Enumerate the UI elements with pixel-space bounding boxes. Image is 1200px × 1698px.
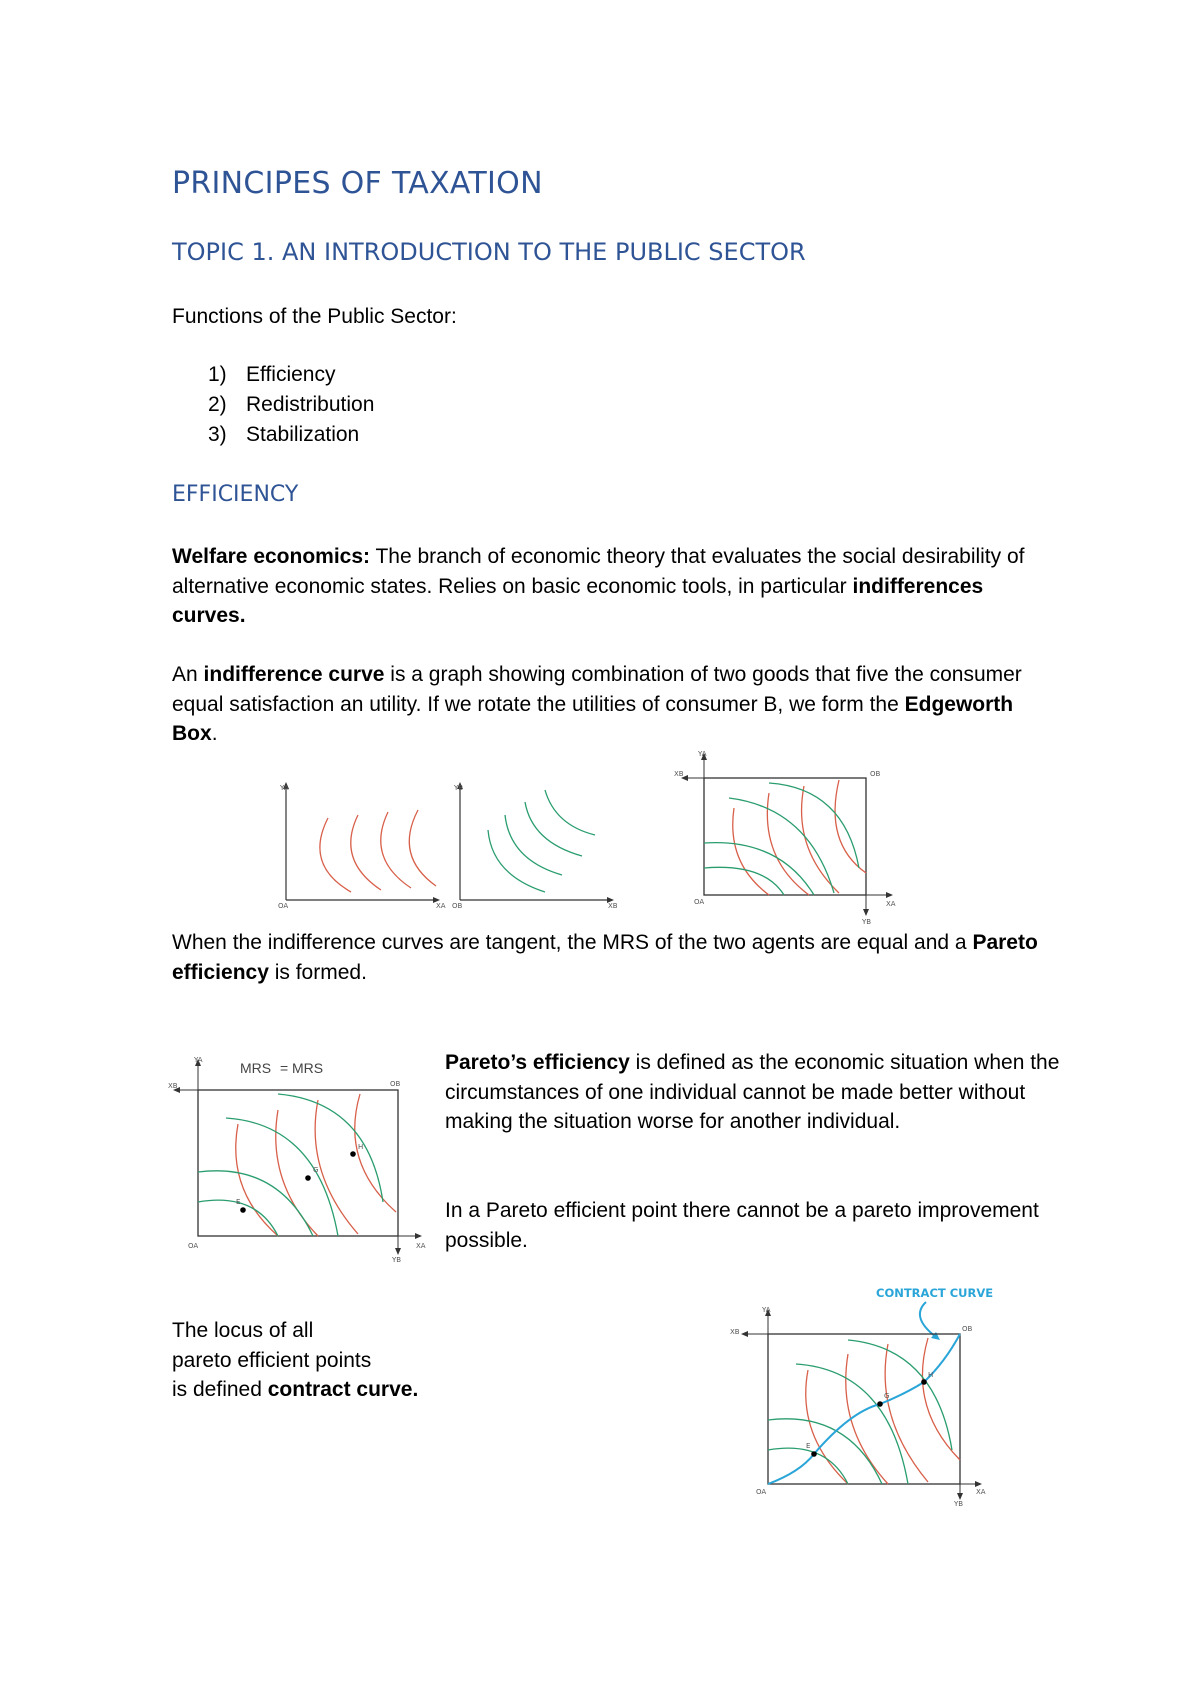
axis-origin-label: OA [278, 902, 289, 910]
pareto-point-g [305, 1175, 311, 1181]
tangent-paragraph [172, 928, 1052, 987]
welfare-bold-end: indifferences curves. [172, 574, 984, 627]
bold-term: Pareto efficiency [172, 931, 1038, 984]
point-label-e: E [236, 1198, 241, 1206]
origin-b-label: OB [870, 770, 881, 778]
document-title: PRINCIPES OF TAXATION [172, 166, 543, 201]
origin-a-label: OA [756, 1488, 767, 1496]
axis-label-yb: YB [392, 1256, 402, 1264]
bold-term: Pareto’s efficiency [445, 1051, 630, 1074]
axis-label-yb: YB [862, 918, 872, 926]
pareto-point-h [921, 1379, 927, 1385]
edgeworth-box-figure [674, 748, 904, 926]
bold-term: contract curve. [267, 1378, 419, 1401]
pareto-paragraph [445, 1048, 1065, 1137]
welfare-text: The branch of economic theory that evaluates the social desirability of alternative economic states. Relies on basic economic tools, in particular [172, 545, 1025, 598]
list-item [208, 360, 374, 390]
functions-intro: Functions of the Public Sector: [172, 305, 457, 328]
contract-curve-label: CONTRACT CURVE [876, 1286, 994, 1300]
contract-paragraph [172, 1316, 572, 1405]
pareto-improvement-paragraph: In a Pareto efficient point there cannot be a pareto improvement possible. [445, 1199, 1039, 1252]
bold-term: indifference curve [203, 663, 385, 686]
axis-label-yb: YB [954, 1500, 964, 1508]
list-label: Redistribution [246, 393, 375, 416]
text-run: . [211, 722, 218, 745]
axis-label-x: XA [436, 902, 446, 910]
axis-label-xa: XA [416, 1242, 426, 1250]
list-label: Stabilization [246, 423, 360, 446]
origin-a-label: OA [188, 1242, 199, 1250]
axis-label-ya: YA [698, 750, 707, 758]
text-run: When the indifference curves are tangent, the MRS of the two agents are equal and a [172, 931, 973, 954]
pareto-point-e [240, 1207, 246, 1213]
axis-label-ya: YA [194, 1056, 203, 1064]
point-label-e: E [806, 1442, 811, 1450]
indifference-paragraph [172, 660, 1052, 749]
origin-b-label: OB [390, 1080, 401, 1088]
text-run: The locus of all [172, 1319, 314, 1342]
bold-term: Edgeworth Box [172, 692, 1014, 745]
point-label-g: G [313, 1166, 319, 1174]
text-run: is defined [172, 1378, 268, 1401]
axis-label-xa: XA [976, 1488, 986, 1496]
pareto-point-e [811, 1451, 817, 1457]
origin-b-label: OB [962, 1325, 973, 1333]
efficiency-heading: EFFICIENCY [172, 482, 299, 507]
mrs-label-b: MRS [292, 1060, 324, 1076]
text-run: An [172, 663, 204, 686]
list-number: 1) [208, 363, 227, 386]
functions-list [208, 360, 374, 450]
pareto-point-g [877, 1401, 883, 1407]
axis-label-xb: XB [674, 770, 684, 778]
list-item [208, 420, 374, 450]
axis-label-xb: XB [730, 1328, 740, 1336]
point-label-h: H [358, 1143, 364, 1151]
text-run: pareto efficient points [172, 1348, 372, 1372]
mrs-equals: = [280, 1060, 289, 1076]
text-run: is a graph showing combination of two goods that five the consumer equal satisfaction an utility. If we rotate the utilities of consumer B, we form the [172, 663, 1022, 716]
axis-label-xb: XB [168, 1082, 178, 1090]
indifference-curves-a-figure [276, 780, 446, 910]
list-label: Efficiency [246, 363, 336, 386]
list-item [208, 390, 374, 420]
origin-a-label: OA [694, 898, 705, 906]
welfare-paragraph [172, 542, 1052, 631]
indifference-curves-b-figure [450, 780, 620, 910]
axis-label-y: YA [280, 784, 289, 792]
contract-curve-figure [730, 1282, 994, 1508]
pareto-efficiency-figure [168, 1052, 428, 1262]
list-number: 3) [208, 423, 227, 446]
axis-label-ya: YA [762, 1306, 771, 1314]
axis-label-xa: XA [886, 900, 896, 908]
point-label-h: H [928, 1371, 934, 1379]
pareto-point-h [350, 1151, 356, 1157]
text-run: is formed. [268, 960, 367, 984]
axis-label-x: XB [608, 902, 618, 910]
mrs-label-a: MRS [240, 1060, 272, 1076]
topic-heading: TOPIC 1. AN INTRODUCTION TO THE PUBLIC SECTOR [172, 238, 806, 266]
welfare-term: Welfare economics: [172, 545, 371, 568]
axis-label-y: YB [454, 784, 464, 792]
axis-origin-label: OB [452, 902, 463, 910]
point-label-g: G [884, 1392, 890, 1400]
list-number: 2) [208, 393, 227, 416]
text-run: is defined as the economic situation when the circumstances of one individual cannot be made better without making the situation worse for another individual. [445, 1051, 1060, 1133]
